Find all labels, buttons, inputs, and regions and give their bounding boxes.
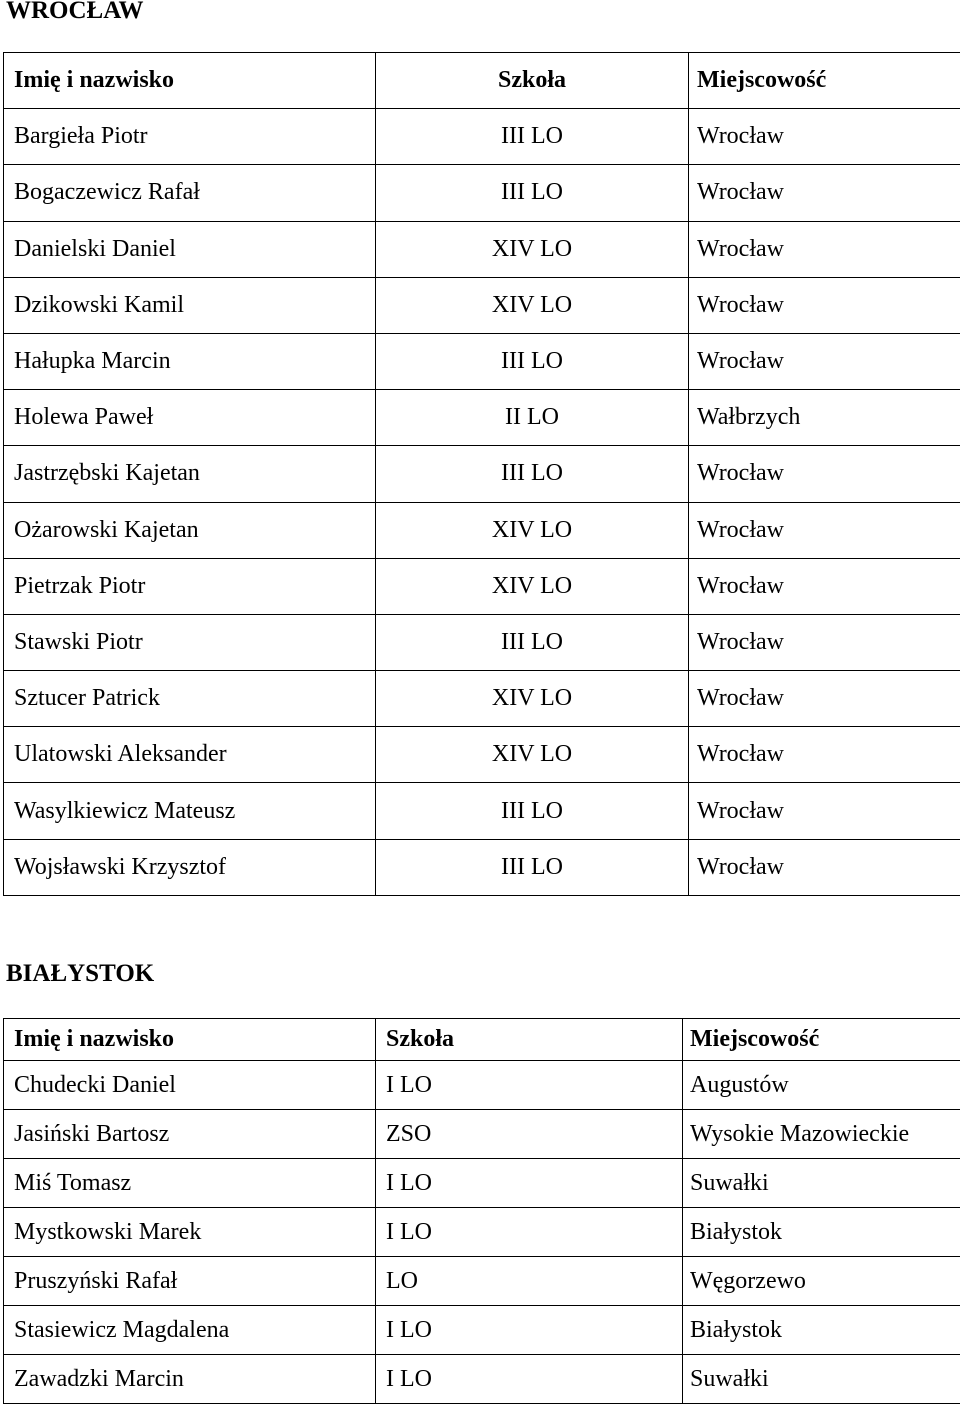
table-row [4, 839, 960, 895]
city-cell: Wysokie Mazowieckie [683, 1110, 960, 1159]
table-row [4, 1355, 960, 1404]
city-cell: Białystok [683, 1208, 960, 1257]
column-header-name: Imię i nazwisko [4, 1019, 376, 1061]
name-cell: Chudecki Daniel [4, 1061, 376, 1110]
city-cell: Suwałki [683, 1355, 960, 1404]
city-cell: Wrocław [689, 333, 960, 389]
table-row [4, 671, 960, 727]
city-cell: Wrocław [689, 727, 960, 783]
name-cell: Ulatowski Aleksander [4, 727, 376, 783]
name-cell: Bargieła Piotr [4, 109, 376, 165]
column-header-city: Miejscowość [683, 1019, 960, 1061]
results-table-bialystok [3, 1018, 960, 1404]
school-cell: XIV LO [376, 221, 689, 277]
school-cell: ZSO [376, 1110, 683, 1159]
name-cell: Jastrzębski Kajetan [4, 446, 376, 502]
table-row [4, 165, 960, 221]
city-cell: Wrocław [689, 446, 960, 502]
name-cell: Zawadzki Marcin [4, 1355, 376, 1404]
city-cell: Wrocław [689, 165, 960, 221]
school-cell: XIV LO [376, 727, 689, 783]
table-row [4, 109, 960, 165]
school-cell: III LO [376, 109, 689, 165]
city-cell: Wrocław [689, 109, 960, 165]
city-cell: Wałbrzych [689, 390, 960, 446]
column-header-city: Miejscowość [689, 53, 960, 109]
city-cell: Węgorzewo [683, 1257, 960, 1306]
column-header-school: Szkoła [376, 53, 689, 109]
column-header-school: Szkoła [376, 1019, 683, 1061]
school-cell: II LO [376, 390, 689, 446]
city-cell: Wrocław [689, 221, 960, 277]
name-cell: Pruszyński Rafał [4, 1257, 376, 1306]
table-row [4, 1061, 960, 1110]
school-cell: LO [376, 1257, 683, 1306]
school-cell: III LO [376, 783, 689, 839]
table-header-row [4, 1019, 960, 1061]
school-cell: XIV LO [376, 502, 689, 558]
city-cell: Wrocław [689, 502, 960, 558]
city-cell: Białystok [683, 1306, 960, 1355]
name-cell: Miś Tomasz [4, 1159, 376, 1208]
table-row [4, 558, 960, 614]
name-cell: Hałupka Marcin [4, 333, 376, 389]
table-row [4, 727, 960, 783]
city-cell: Wrocław [689, 614, 960, 670]
table-row [4, 390, 960, 446]
table-row [4, 221, 960, 277]
school-cell: I LO [376, 1061, 683, 1110]
table-row [4, 1208, 960, 1257]
school-cell: I LO [376, 1159, 683, 1208]
city-cell: Augustów [683, 1061, 960, 1110]
name-cell: Dzikowski Kamil [4, 277, 376, 333]
city-cell: Wrocław [689, 277, 960, 333]
name-cell: Wojsławski Krzysztof [4, 839, 376, 895]
table-row [4, 783, 960, 839]
table-row [4, 446, 960, 502]
school-cell: XIV LO [376, 558, 689, 614]
name-cell: Ożarowski Kajetan [4, 502, 376, 558]
table-row [4, 614, 960, 670]
school-cell: XIV LO [376, 671, 689, 727]
school-cell: III LO [376, 446, 689, 502]
name-cell: Pietrzak Piotr [4, 558, 376, 614]
school-cell: III LO [376, 333, 689, 389]
table-row [4, 1110, 960, 1159]
table-header-row [4, 53, 960, 109]
table-row [4, 1306, 960, 1355]
column-header-name: Imię i nazwisko [4, 53, 376, 109]
name-cell: Stasiewicz Magdalena [4, 1306, 376, 1355]
city-cell: Suwałki [683, 1159, 960, 1208]
table-row [4, 333, 960, 389]
section-title-bialystok: BIAŁYSTOK [6, 961, 154, 986]
name-cell: Stawski Piotr [4, 614, 376, 670]
table-row [4, 1257, 960, 1306]
table-row [4, 277, 960, 333]
school-cell: I LO [376, 1306, 683, 1355]
results-table-wroclaw [3, 52, 960, 896]
school-cell: XIV LO [376, 277, 689, 333]
city-cell: Wrocław [689, 783, 960, 839]
city-cell: Wrocław [689, 839, 960, 895]
name-cell: Holewa Paweł [4, 390, 376, 446]
name-cell: Sztucer Patrick [4, 671, 376, 727]
school-cell: I LO [376, 1208, 683, 1257]
name-cell: Bogaczewicz Rafał [4, 165, 376, 221]
school-cell: III LO [376, 839, 689, 895]
name-cell: Mystkowski Marek [4, 1208, 376, 1257]
section-title-wroclaw: WROCŁAW [6, 0, 144, 23]
school-cell: III LO [376, 165, 689, 221]
name-cell: Jasiński Bartosz [4, 1110, 376, 1159]
city-cell: Wrocław [689, 671, 960, 727]
school-cell: III LO [376, 614, 689, 670]
name-cell: Danielski Daniel [4, 221, 376, 277]
city-cell: Wrocław [689, 558, 960, 614]
table-row [4, 502, 960, 558]
school-cell: I LO [376, 1355, 683, 1404]
name-cell: Wasylkiewicz Mateusz [4, 783, 376, 839]
table-row [4, 1159, 960, 1208]
